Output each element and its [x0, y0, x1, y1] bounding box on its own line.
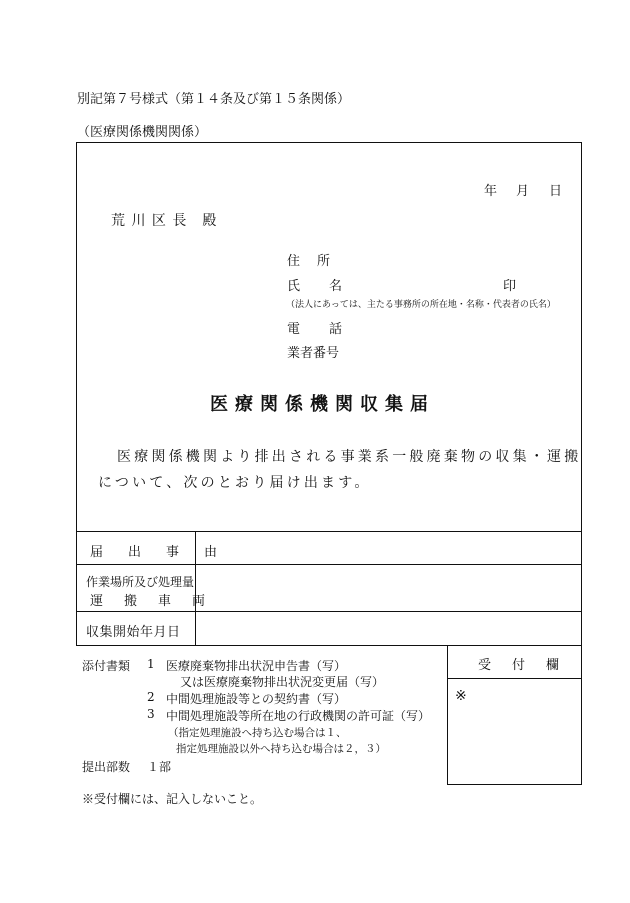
date-year: 年 — [484, 184, 498, 199]
attachments-heading: 添付書類 — [82, 659, 131, 673]
reception-mark: ※ — [455, 688, 467, 704]
row-label-vehicle: 運 搬 車 両 — [90, 594, 210, 609]
table-divider-2 — [76, 611, 582, 612]
field-start-date[interactable] — [205, 621, 575, 639]
row-label-reason: 届 出 事 由 — [90, 545, 224, 560]
body-line-1: 医療関係機関より排出される事業系一般廃棄物の収集・運搬 — [117, 449, 582, 465]
reception-heading: 受 付 欄 — [478, 658, 564, 673]
attachment-3: 中間処理施設等所在地の行政機関の許可証（写） — [166, 709, 431, 723]
date-month: 月 — [516, 184, 530, 199]
attachment-2-number: 2 — [147, 690, 155, 704]
field-reason[interactable] — [205, 541, 575, 559]
corporate-note: （法人にあっては、主たる事務所の所在地・名称・代表者の氏名） — [286, 300, 556, 310]
attachment-3-number: 3 — [147, 707, 155, 721]
reception-divider — [447, 678, 582, 679]
phone-label: 電 話 — [287, 322, 344, 337]
form-number: 別記第７号様式（第１４条及び第１５条関係） — [77, 92, 351, 107]
seal-mark: 印 — [503, 279, 517, 294]
body-line-2: について、次のとおり届け出ます。 — [98, 475, 372, 491]
date-day: 日 — [549, 184, 563, 199]
attachment-1-number: 1 — [147, 657, 155, 671]
copies-value: １部 — [147, 760, 172, 774]
addressee: 荒 川 区 長 殿 — [111, 213, 218, 229]
table-divider-1 — [76, 564, 582, 565]
attachment-1: 医療廃棄物排出状況申告書（写） — [166, 659, 347, 673]
footnote: ※受付欄には、記入しないこと。 — [82, 792, 263, 806]
field-workplace-vehicle[interactable] — [205, 580, 575, 598]
page-title: 医療関係機関収集届 — [210, 394, 435, 415]
business-number-label: 業者番号 — [287, 346, 340, 361]
form-category: （医療関係機関関係） — [77, 125, 208, 140]
attachment-2: 中間処理施設等との契約書（写） — [166, 692, 347, 706]
copies-label: 提出部数 — [82, 760, 131, 774]
name-label: 氏 名 — [287, 279, 344, 294]
address-label: 住 所 — [287, 254, 333, 269]
row-label-workplace: 作業場所及び処理量 — [86, 575, 195, 589]
attachment-3-note-1: （指定処理施設へ持ち込む場合は１、 — [168, 727, 347, 739]
row-label-start-date: 収集開始年月日 — [86, 625, 181, 640]
table-divider-top — [76, 531, 582, 532]
attachment-1-alt: 又は医療廃棄物排出状況変更届（写） — [180, 675, 385, 689]
attachment-3-note-2: 指定処理施設以外へ持ち込む場合は２，３） — [176, 743, 386, 755]
